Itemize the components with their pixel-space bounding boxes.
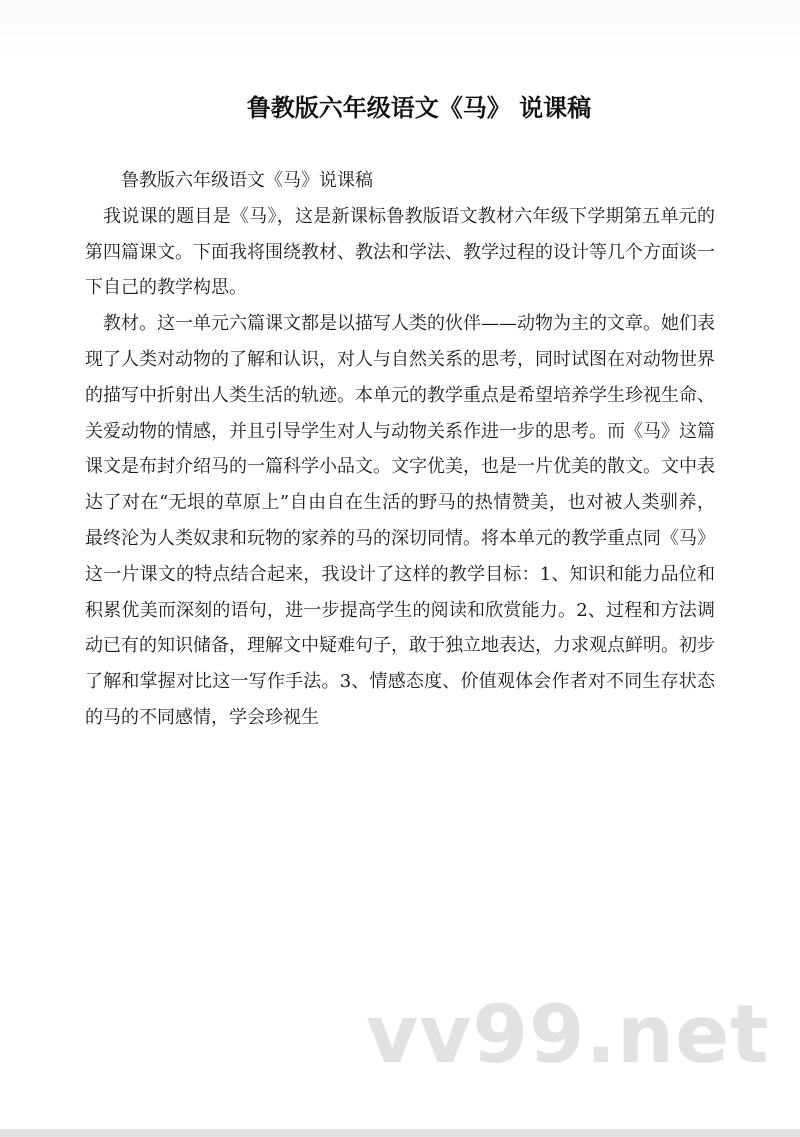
document-subtitle: 鲁教版六年级语文《马》说课稿 xyxy=(121,170,373,191)
watermark-logo: vv99.net xyxy=(366,988,770,1081)
document-title: 鲁教版六年级语文《马》 说课稿 xyxy=(246,94,592,122)
page-top-shade xyxy=(0,0,800,60)
paragraph-textbook: 教材。这一单元六篇课文都是以描写人类的伙伴——动物为主的文章。她们表现了人类对动物的了解和认识，对人与自然关系的思考，同时试图在对动物世界的描写中折射出人类生活的轨迹。本单元的教学重点是希望培养学生珍视生命、关爱动物的情感，并且引导学生对人与动物关系作进一步的思考。而《马》这篇课文是布封介绍马的一篇科学小品文。文字优美，也是一片优美的散文。文中表达了对在“无垠的草原上”自由自在生活的野马的热情赞美，也对被人类驯养，最终沦为人类奴隶和玩物的家养的马的深切同情。将本单元的教学重点同《马》这一片课文的特点结合起来，我设计了这样的教学目标：1、知识和能力品位和积累优美而深刻的语句，进一步提高学生的阅读和欣赏能力。2、过程和方法调动已有的知识储备，理解文中疑难句子，敢于独立地表达，力求观点鲜明。初步了解和掌握对比这一写作手法。3、情感态度、价值观体会作者对不同生存状态的马的不同感情，学会珍视生 xyxy=(85,313,715,728)
paragraph-intro: 我说课的题目是《马》，这是新课标鲁教版语文教材六年级下学期第五单元的第四篇课文。下面我将围绕教材、教法和学法、教学过程的设计等几个方面谈一下自己的教学构思。 xyxy=(85,205,715,299)
page-separator xyxy=(0,1129,800,1137)
document-body xyxy=(85,163,715,736)
